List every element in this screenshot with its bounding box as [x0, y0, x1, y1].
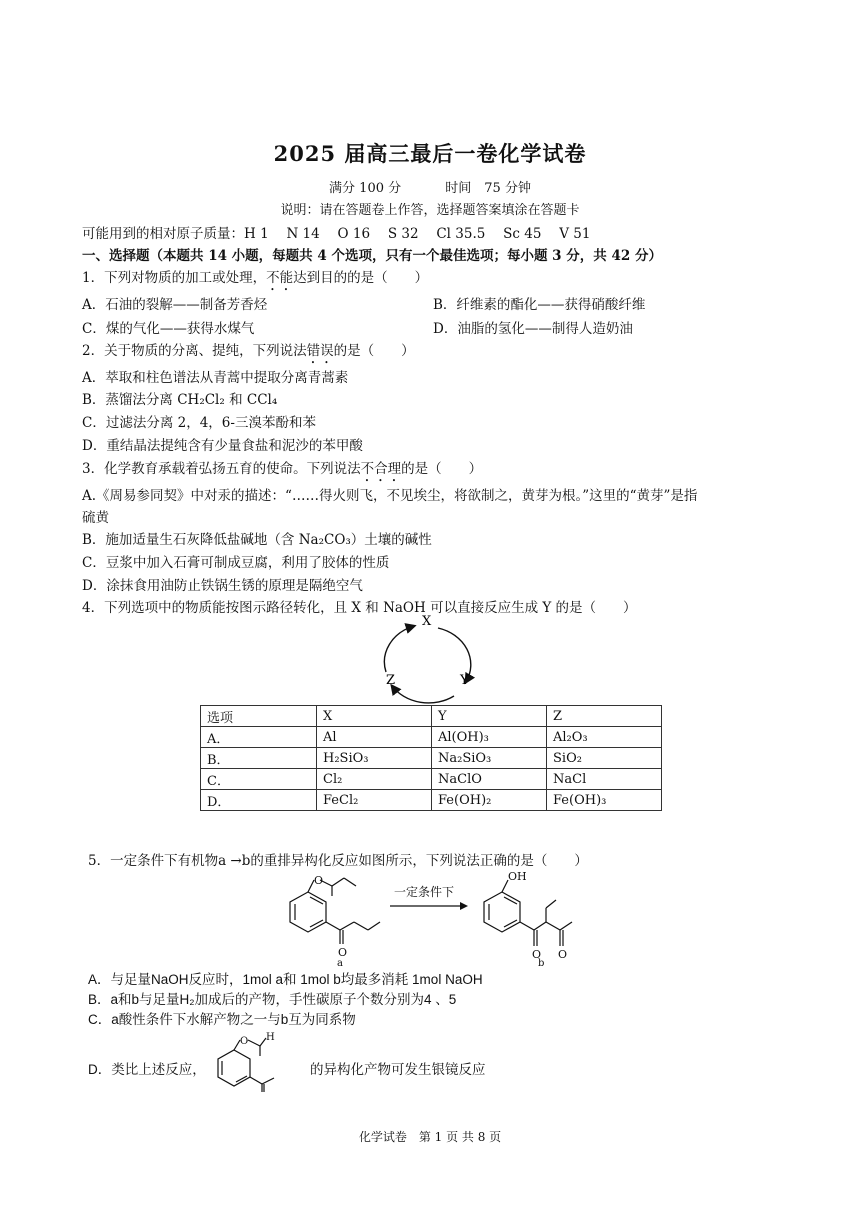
q5-option-b: B．a和b与足量H₂加成后的产物，手性碳原子个数分别为4 、5 [88, 992, 457, 1007]
table-row [201, 727, 662, 748]
arrow-y-to-z [392, 686, 454, 703]
svg-text:O: O [532, 948, 542, 961]
emphasis-text: 不合理 [360, 461, 402, 477]
q3-option-c: C．豆浆中加入石膏可制成豆腐，利用了胶体的性质 [82, 555, 390, 571]
table-row [201, 790, 662, 811]
stem-text: 2．关于物质的分离、提纯，下列说法 [82, 343, 307, 359]
stem-text: 的是（ ） [401, 461, 483, 477]
q1-option-c: C．煤的气化——获得水煤气 [82, 321, 255, 337]
arrow-label: 一定条件下 [394, 885, 455, 899]
question-5-stem: 5．一定条件下有机物a →b的重排异构化反应如图所示，下列说法正确的是（ ） [88, 853, 588, 869]
emphasis-text: 错误 [306, 343, 334, 359]
h-label: H [266, 1032, 275, 1043]
oh-label: OH [508, 870, 527, 883]
molecule-a [290, 878, 380, 944]
table-header: X [317, 706, 432, 727]
question-1-stem [82, 266, 428, 294]
molecule-b [484, 880, 572, 946]
table-row [201, 748, 662, 769]
table-header: Y [432, 706, 547, 727]
q5-option-c: C．a酸性条件下水解产物之一与b互为同系物 [88, 1012, 356, 1027]
q2-option-b: B．蒸馏法分离 CH₂Cl₂ 和 CCl₄ [82, 392, 278, 408]
node-z: Z [386, 673, 396, 688]
table-cell: FeCl₂ [317, 790, 432, 811]
stem-text: 3．化学教育承载着弘扬五育的使命。下列说法 [82, 461, 361, 477]
q3-option-d: D．涂抹食用油防止铁锅生锈的原理是隔绝空气 [82, 578, 363, 594]
arrow-z-to-x [384, 626, 414, 672]
table-cell: NaClO [432, 769, 547, 790]
table-cell: A． [201, 727, 317, 748]
svg-text:O: O [558, 948, 568, 961]
node-x: X [422, 614, 432, 629]
section-heading: 一、选择题（本题共 14 小题，每题共 4 个选项，只有一个最佳选项；每小题 3 分，共 42 分） [82, 248, 662, 264]
table-header-row [201, 706, 662, 727]
table-cell: C． [201, 769, 317, 790]
table-cell: Fe(OH)₂ [432, 790, 547, 811]
table-cell: Al(OH)₃ [432, 727, 547, 748]
q1-option-b: B．纤维素的酯化——获得硝酸纤维 [433, 297, 646, 313]
table-cell: H₂SiO₃ [317, 748, 432, 769]
table-cell: Al [317, 727, 432, 748]
q2-option-c: C．过滤法分离 2，4，6-三溴苯酚和苯 [82, 415, 316, 431]
q2-option-d: D．重结晶法提纯含有少量食盐和泥沙的苯甲酸 [82, 438, 363, 454]
reaction-scheme [280, 866, 580, 966]
table-cell: Fe(OH)₃ [547, 790, 662, 811]
svg-text:O: O [240, 1036, 249, 1047]
question-3-stem [82, 457, 482, 485]
table-cell: D． [201, 790, 317, 811]
full-score: 满分 100 分 [329, 181, 402, 196]
q3-option-b: B．施加适量生石灰降低盐碱地（含 Na₂CO₃）土壤的碱性 [82, 532, 432, 548]
exam-time: 时间 75 分钟 [445, 181, 531, 196]
table-cell: Al₂O₃ [547, 727, 662, 748]
q3-option-a-cont: 硫黄 [82, 510, 109, 526]
question-4-stem: 4．下列选项中的物质能按图示路径转化，且 X 和 NaOH 可以直接反应生成 Y 的是（ ） [82, 600, 637, 616]
node-y: Y [460, 673, 469, 688]
q5-option-a: A．与足量NaOH反应时，1mol a和 1mol b均最多消耗 1mol NaOH [88, 972, 483, 987]
stem-text: 1．下列对物质的加工或处理， [82, 270, 267, 286]
q2-option-a: A．萃取和柱色谱法从青蒿中提取分离青蒿素 [82, 370, 349, 386]
q5-option-d-post: 的异构化产物可发生银镜反应 [310, 1062, 486, 1077]
options-table [200, 705, 662, 811]
table-cell: Na₂SiO₃ [432, 748, 547, 769]
option-d-structure [208, 1030, 308, 1096]
page-footer: 化学试卷 第 1 页 共 8 页 [358, 1130, 502, 1144]
label-a: a [337, 958, 343, 966]
q1-option-d: D．油脂的氢化——制得人造奶油 [433, 321, 633, 337]
stem-text: 的是（ ） [333, 343, 415, 359]
page-title: 2025 届高三最后一卷化学试卷 [273, 141, 587, 166]
instruction: 说明：请在答题卷上作答，选择题答案填涂在答题卡 [280, 203, 580, 218]
emphasis-text: 不能 [266, 270, 294, 286]
label-b: b [538, 958, 545, 966]
q1-option-a: A．石油的裂解——制备芳香烃 [82, 297, 268, 313]
svg-text:O: O [314, 874, 324, 887]
table-header: 选项 [201, 706, 317, 727]
q5-option-d-pre: D．类比上述反应， [88, 1062, 206, 1077]
q3-option-a: A.《周易参同契》中对汞的描述：“……得火则飞，不见埃尘，将欲制之，黄芽为根。”这里的“黄芽”是指 [82, 488, 698, 504]
exam-info [0, 177, 860, 196]
table-header: Z [547, 706, 662, 727]
table-cell: SiO₂ [547, 748, 662, 769]
question-2-stem [82, 339, 415, 367]
conversion-cycle-diagram [370, 612, 490, 704]
table-cell: Cl₂ [317, 769, 432, 790]
table-cell: B． [201, 748, 317, 769]
svg-text:O: O [338, 946, 348, 959]
atomic-masses: 可能用到的相对原子质量：H 1 N 14 O 16 S 32 Cl 35.5 Sc 45 V 51 [82, 226, 591, 242]
stem-text: 达到目的的是（ ） [293, 270, 429, 286]
table-row [201, 769, 662, 790]
table-cell: NaCl [547, 769, 662, 790]
